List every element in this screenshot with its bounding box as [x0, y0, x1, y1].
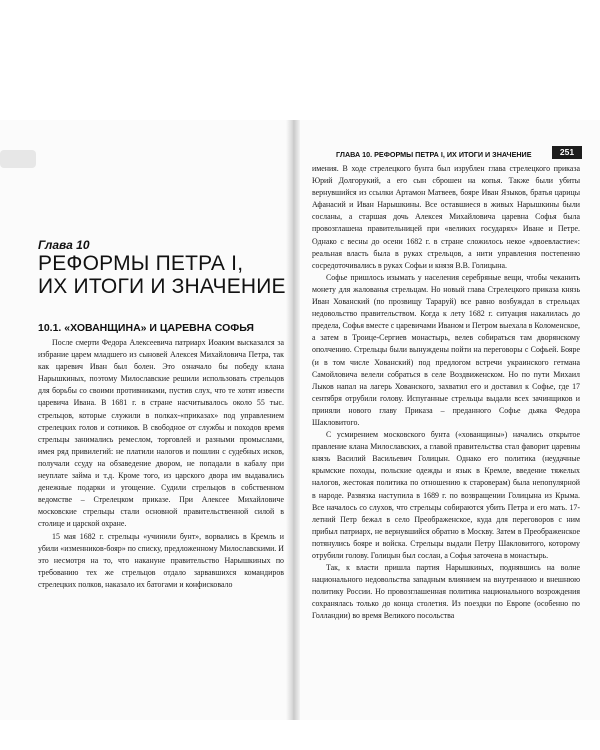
paragraph: имения. В ходе стрелецкого бунта был изрублен глава стрелецкого приказа Юрий Долгорукий, а его сын сброшен на копья. Также были убиты вернувшийся из ссылки Артамон Матвеев, бояре Иван Языков, братья царицы Афанасий и Иван Нарышкины. Все оставшиеся в живых Нарышкины были сосланы, а старшая дочь Алексея Михайловича царевна Софья была провозглашена правительницей при «великих государях» Иване и Петре. Однако с весны до осени 1682 г. в стране сложилось некое «двоевластие»: реальная власть была в руках стрельцов, а нити управления постепенно сосредоточивались в руках Софьи и князя В.В. Голицына. [312, 164, 580, 270]
paragraph: После смерти Федора Алексеевича патриарх Иоаким высказался за избрание царем младшего из сыновей Алексея Михайловича Петра, так как царевич Иван был болен. Это означало бы победу клана Нарышкиных, поэтому Милославские решили использовать стрельцов для борьбы со своими противниками, пустив слух, что те хотят извести царевича Ивана. В 1681 г. в стране насчитывалось около 55 тыс. стрельцов, которые служили в полках-«приказах» под управлением стрелецких голов и сотников. В свободное от службы и походов время стрельцы занимались ремеслом, торговлей и разными промыслами, имея ряд привилегий: не платили налогов и пошлин с судебных исков, получали ссуду на обзаведение двором, не попадали в кабалу при неуплате займа и т.д. Кроме того, из царского двора им выдавались денежные подарки и угощение. Судили стрельцов в собственном ведомстве – Стрелецком приказе. При Алексее Михайловиче московские стрельцы стали основной правительственной силой в столице и царской охране. [38, 338, 284, 529]
paragraph: С усмирением московского бунта («хованщины») начались открытое правление клана Милославских, а главой правительства стал фаворит царевны князь Василий Васильевич Голицын. Однако его политика (неудачные крымские походы, польские одежды и язык в Кремле, введение тяжелых налогов, жестокая политика по отношению к староверам) была непопулярной в народе. Развязка наступила в 1689 г. по возвращении Голицына из Крыма. Все началось со слухов, что стрельцы собираются убить Петра и его мать. 17-летний Петр бежал в село Преображенское, куда для переговоров с ним прибыл патриарх, не вернувшийся обратно в Москву. Затем в Преображенское потянулись бояре и войска. Стрельцы выдали Петру Шакловитого, которому отрубили голову. Голицын был сослан, а Софья заточена в монастырь. [312, 430, 580, 560]
paragraph: Софье пришлось изымать у населения серебряные вещи, чтобы чеканить монету для жалованья стрельцам. Но новый глава Стрелецкого приказа князь Иван Хованский (по прозвищу Тараруй) все равно возбуждал в стрельцах недовольство правительством. Когда к лету 1682 г. ситуация накалилась до предела, Софья вместе с царевичами Иваном и Петром выехала в Коломенское, а затем в Троице-Сергиев монастырь, велев собираться там дворянскому ополчению. Стрельцы были вынуждены пойти на переговоры с Софьей. Бояре (и в том числе Хованский) под предлогом встречи украинского гетмана Самойловича велели собраться в селе Воздвиженском. Но по пути Михаил Лыков напал на лагерь Хованского, захватил его и доставил к Софье, где 17 сентября отрубили голову. Испуганные стрельцы выдали всех зачинщиков и приняли нового главу Приказа – преданного Софье дьяка Федора Шакловитого. [312, 272, 580, 427]
running-head: ГЛАВА 10. РЕФОРМЫ ПЕТРА I, ИХ ИТОГИ И ЗНАЧЕНИЕ [336, 150, 532, 159]
chapter-title-line: РЕФОРМЫ ПЕТРА I, [38, 252, 244, 275]
paragraph: 15 мая 1682 г. стрельцы «учинили бунт», ворвались в Кремль и убили «изменников-бояр» по списку, предложенному Милославскими. И это несмотря на то, что накануне правительство Нарышкиных по требованию тех же стрельцов отдало зарвавшихся командиров стрелецких полков, наказало их батогами и конфисковало [38, 531, 284, 589]
chapter-title-line: ИХ ИТОГИ И ЗНАЧЕНИЕ [38, 275, 286, 298]
left-page-body [38, 337, 284, 591]
section-heading: 10.1. «ХОВАНЩИНА» И ЦАРЕВНА СОФЬЯ [38, 322, 254, 334]
right-page-body [312, 163, 580, 623]
book-gutter [286, 120, 300, 720]
chapter-title [38, 252, 286, 298]
chapter-label: Глава 10 [38, 238, 90, 252]
page-smudge [0, 150, 36, 168]
paragraph: Так, к власти пришла партия Нарышкиных, поднявшись на волне национального недовольства западным влиянием на внутреннюю и внешнюю политику России. Но провозглашенная политика национального возрождения сохранялась только до конца столетия. Из поездки по Европе (особенно по Голландии) во время Великого посольства [312, 563, 580, 621]
page-number: 251 [552, 146, 582, 159]
